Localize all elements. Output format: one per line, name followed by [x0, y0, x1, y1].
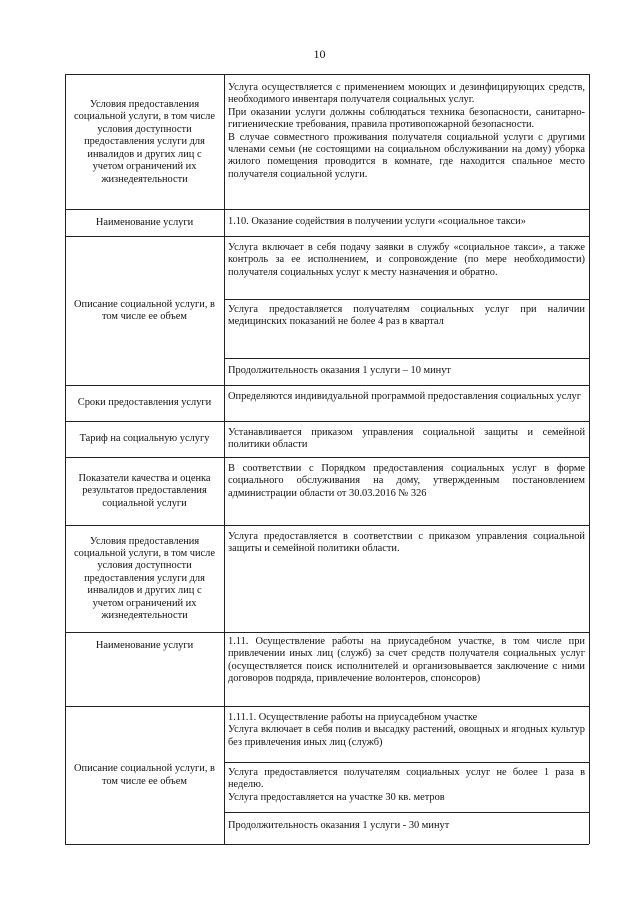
terms-label: Сроки предоставления услуги	[77, 397, 212, 409]
subrow-divider	[224, 812, 589, 813]
service-name-text: 1.11. Осуществление работы на приусадебном участке, в том числе при привлечении иных лиц (служб) за счет средств получателя социальных услуг (осуществляется поиск исполнителей и организовывается заключение с ними договоров подряда, привлечение волонтеров, спонсоров)	[228, 636, 585, 685]
terms-text: Определяются индивидуальной программой предоставления социальных услуг	[228, 391, 581, 402]
service-description-label: Описание социальной услуги, в том числе ее объем	[74, 763, 215, 787]
subrow-divider	[224, 358, 589, 359]
conditions-paragraph: В случае совместного проживания получателя социальной услуги с другими членами семьи (не состоящими на социальном обслуживании на дому) уборка жилого помещения проводится в комнате, где находится спальное место получателя социальной услуги.	[228, 131, 585, 180]
page-number: 10	[313, 47, 326, 61]
service-description-part: Услуга включает в себя подачу заявки в службу «социальное такси», а также контроль за ее исполнением, и сопровождение (по мере необходимости) получателя социальных услуг к месту назначения и обратно.	[228, 242, 585, 278]
service-name-text: 1.10. Оказание содействия в получении услуги «социальное такси»	[228, 216, 526, 227]
service-description-part: Услуга предоставляется получателям социальных услуг при наличии медицинских показаний не более 4 раз в квартал	[228, 304, 585, 328]
conditions-label: Условия предоставления социальной услуги, в том числе условия доступности предоставления услуги для инвалидов и других лиц с учетом ограничений их жизнедеятельности	[74, 99, 215, 185]
service-duration: Продолжительность оказания 1 услуги - 30 минут	[228, 820, 450, 831]
conditions-label: Условия предоставления социальной услуги, в том числе условия доступности предоставления услуги для инвалидов и других лиц с учетом ограничений их жизнедеятельности	[74, 535, 215, 622]
tariff-text: Устанавливается приказом управления социальной защиты и семейной политики области	[228, 427, 585, 451]
conditions-text: Услуга предоставляется в соответствии с приказом управления социальной защиты и семейной политики области.	[228, 531, 585, 555]
service-description-part	[225, 767, 589, 804]
table-border-right	[589, 74, 590, 844]
subservice-area: Услуга предоставляется на участке 30 кв. метров	[228, 791, 445, 803]
tariff-label: Тариф на социальную услугу	[79, 433, 210, 445]
row-divider	[65, 525, 589, 526]
service-description-label: Описание социальной услуги, в том числе ее объем	[74, 298, 215, 322]
conditions-paragraph: При оказании услуги должны соблюдаться техника безопасности, санитарно-гигиенические требования, правила противопожарной безопасности.	[228, 106, 585, 131]
subservice-text: Услуга включает в себя полив и высадку растений, овощных и ягодных культур без привлечения иных лиц (служб)	[228, 724, 585, 748]
subservice-frequency: Услуга предоставляется получателям социальных услуг не более 1 раза в неделю.	[228, 767, 585, 791]
quality-text: В соответствии с Порядком предоставления социальных услуг в форме социального обслуживания на дому, утвержденным постановлением администрации области от 30.03.2016 № 326	[228, 463, 585, 499]
quality-label: Показатели качества и оценка результатов предоставления социальной услуги	[78, 472, 211, 509]
subrow-divider	[224, 762, 589, 763]
service-name-label: Наименование услуги	[95, 216, 194, 228]
subrow-divider	[224, 299, 589, 300]
table-border-top	[65, 74, 589, 75]
service-duration: Продолжительность оказания 1 услуги – 10 минут	[228, 365, 451, 376]
conditions-paragraph: Услуга осуществляется с применением моющих и дезинфицирующих средств, необходимого инвентаря получателя социальных услуг.	[228, 82, 585, 106]
services-table	[65, 74, 589, 844]
subservice-title: 1.11.1. Осуществление работы на приусадебном участке	[228, 712, 478, 723]
conditions-text	[225, 82, 589, 181]
service-name-label: Наименование услуги	[95, 639, 194, 651]
table-border-bottom	[65, 844, 589, 845]
service-description-part	[225, 712, 589, 749]
